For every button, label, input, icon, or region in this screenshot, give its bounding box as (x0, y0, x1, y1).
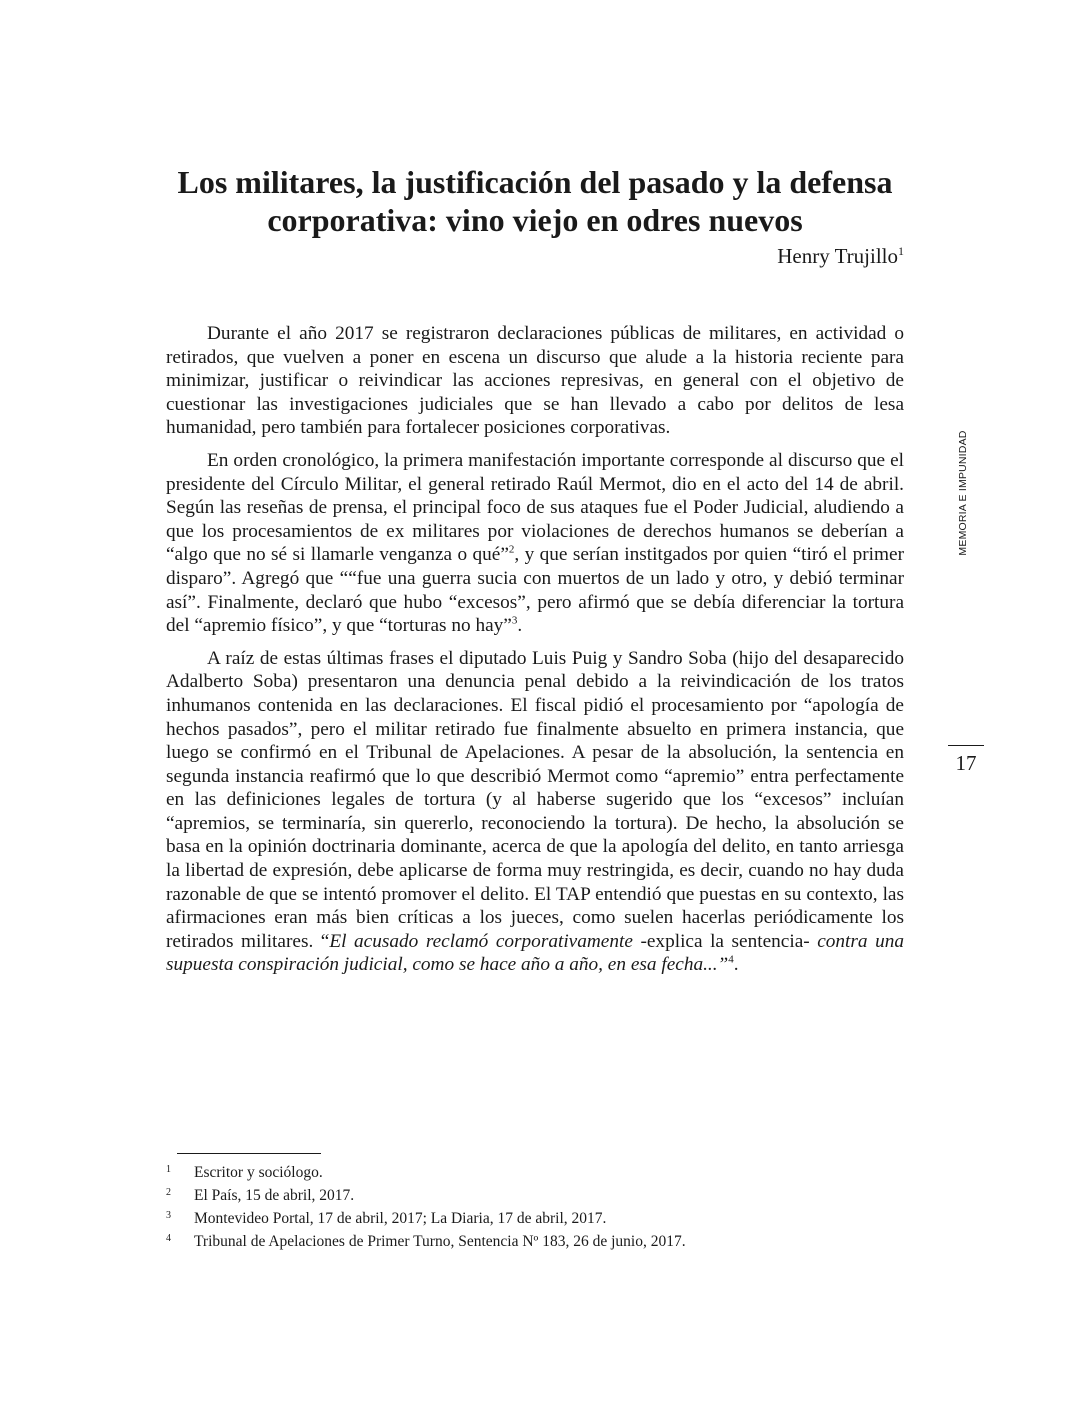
paragraph-1: Durante el año 2017 se registraron declaraciones públicas de militares, en actividad o retirados, que vuelven a poner en escena un discurso que alude a la historia reciente para minimizar, justificar o reivindicar las acciones represivas, en general con el objetivo de cuestionar las investigaciones judiciales que se han llevado a cabo por delitos de lesa humanidad, pero también para fortalecer posiciones corporativas. (166, 323, 904, 439)
footnote-number: 4 (166, 1233, 171, 1244)
paragraph-3 (166, 647, 904, 977)
footnote-text: El País, 15 de abril, 2017. (194, 1187, 355, 1204)
running-head (950, 418, 976, 568)
article-body (166, 322, 904, 986)
footnote-4 (166, 1230, 906, 1253)
paragraph-2 (166, 449, 904, 638)
title-line-1: Los militares, la justificación del pasado y la defensa (177, 164, 893, 200)
paragraph-3-text-a: A raíz de estas últimas frases el diputado Luis Puig y Sandro Soba (hijo del desaparecido Adalberto Soba) presentaron una denuncia penal debido a la reivindicación de los tratos inhumanos contenida en las declaraciones. El fiscal pidió el procesamiento por “apología de hechos pasados”, pero el militar retirado fue finalmente absuelto en primera instancia, que luego se confirmó en el Tribunal de Apelaciones. A pesar de la absolución, la sentencia en segunda instancia reafirmó que lo que describió Mermot como “apremio” entra perfectamente en las definiciones legales de tortura (y al haberse sugerido que los “excesos” incluían “apremios, se terminaría, sin quererlo, reconociendo la tortura). De hecho, la absolución se basa en la opinión doctrinaria dominante, acerca de que la apología del delito, en tanto arriesga la libertad de expresión, debe aplicarse de forma muy restringida, es decir, cuando no hay duda razonable de que se intentó promover el delito. El TAP entendió que puestas en su contexto, las afirmaciones eran más bien críticas a los jueces, como suelen hacerlas periódicamente los retirados militares. “ (166, 647, 904, 952)
footnote-mark-4: 4 (728, 954, 734, 967)
running-head-label: MEMORIA E IMPUNIDAD (957, 430, 969, 556)
footnotes (166, 1161, 906, 1253)
quote-italic-2: contra una supuesta conspiración judicial, como se hace año a año, en esa fecha...” (166, 930, 904, 976)
footnote-number: 3 (166, 1210, 171, 1221)
footnote-text: Tribunal de Apelaciones de Primer Turno, Sentencia Nº 183, 26 de junio, 2017. (194, 1233, 686, 1250)
footnote-text: Escritor y sociólogo. (194, 1164, 323, 1181)
page-number: 17 (955, 751, 977, 775)
paragraph-3-text-b: -explica la sentencia- (632, 930, 818, 952)
paragraph-2-text-b: , y que serían institgados por quien “tiró el primer disparo”. Agregó que ““fue una guerra sucia con muertos de un lado y otro, y debió terminar así”. Finalmente, declaró que hubo “excesos”, pero afirmó que se debía diferenciar la tortura del “apremio físico”, y que “torturas no hay” (166, 544, 904, 637)
author-byline (777, 243, 904, 269)
title-line-2: corporativa: vino viejo en odres nuevos (267, 202, 803, 238)
footnote-text: Montevideo Portal, 17 de abril, 2017; La Diaria, 17 de abril, 2017. (194, 1210, 607, 1227)
author-footnote-mark: 1 (898, 244, 904, 258)
paragraph-2-text-a: En orden cronológico, la primera manifestación importante corresponde al discurso que el presidente del Círculo Militar, el general retirado Raúl Mermot, dio en el acto del 14 de abril. Según las reseñas de prensa, el principal foco de sus ataques fue el Poder Judicial, aludiendo a que los procesamientos de ex militares por violaciones de derechos humanos se deberían a “algo que no sé si llamarle venganza o qué” (166, 449, 904, 566)
paragraph-3-text-c: . (733, 954, 739, 976)
author-name: Henry Trujillo (777, 244, 898, 268)
footnote-separator (177, 1153, 321, 1154)
quote-italic-1: El acusado reclamó corporativamente (329, 930, 633, 952)
footnote-number: 1 (166, 1164, 171, 1175)
paragraph-2-text-c: . (517, 615, 523, 637)
footnote-1 (166, 1161, 906, 1184)
footnote-2 (166, 1184, 906, 1207)
footnote-mark-3: 3 (511, 614, 518, 627)
footnote-3 (166, 1207, 906, 1230)
page-number-rule (948, 745, 984, 746)
footnote-number: 2 (166, 1187, 171, 1198)
article-title (150, 163, 920, 239)
footnote-mark-2: 2 (508, 543, 515, 556)
